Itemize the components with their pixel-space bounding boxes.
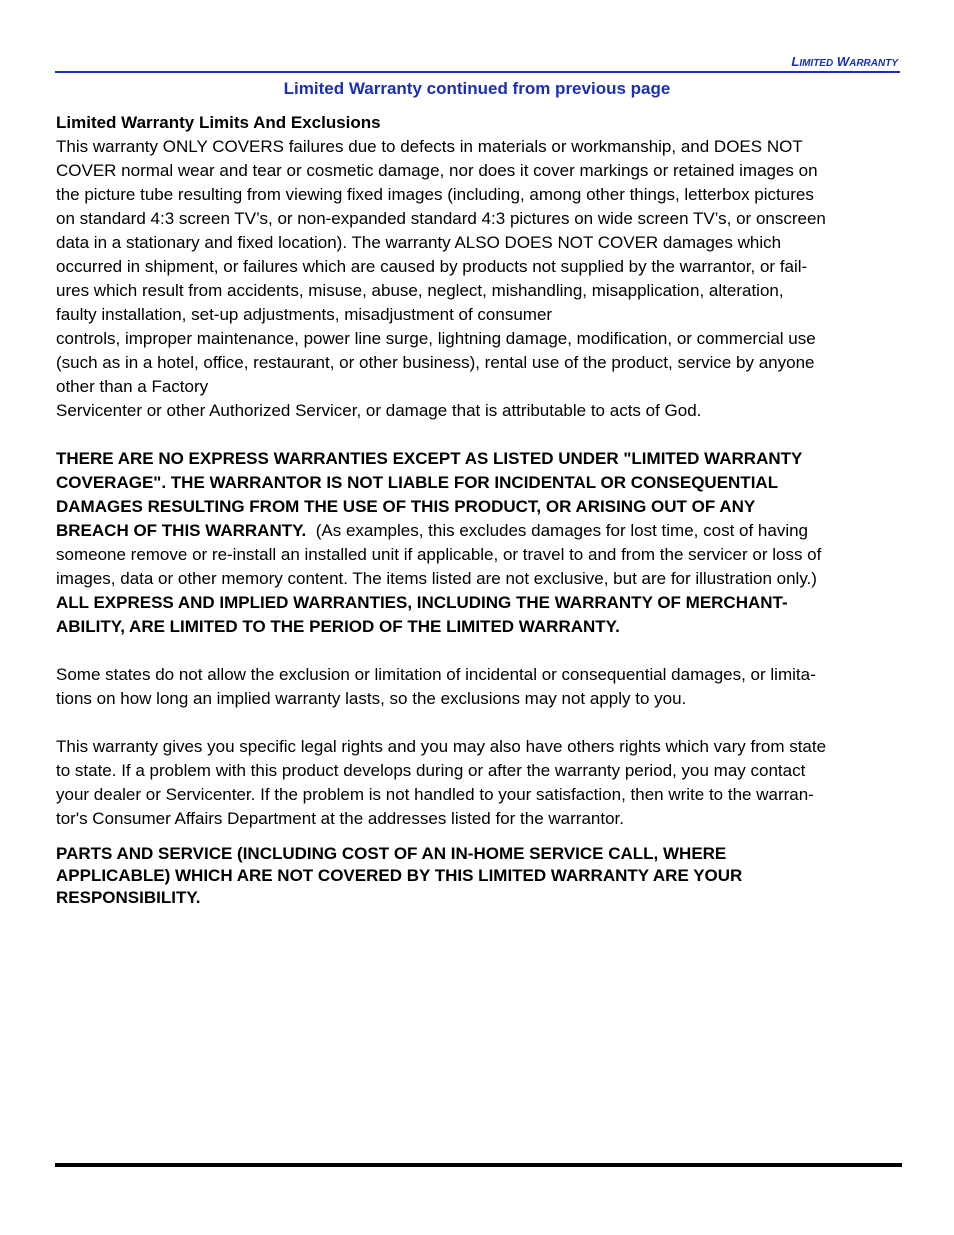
paragraph-legal-rights [56,735,898,831]
text-line: THERE ARE NO EXPRESS WARRANTIES EXCEPT AS LISTED UNDER "LIMITED WARRANTY [56,449,803,468]
warranty-content [56,111,898,909]
running-header-rest-2: ARRANTY [849,58,898,69]
text-line: ABILITY, ARE LIMITED TO THE PERIOD OF THE LIMITED WARRANTY. [56,617,620,636]
text-line: faulty installation, set-up adjustments, misadjustment of consumer [56,305,553,324]
paragraph-responsibility [56,843,898,909]
normal-phrase: (As examples, this excludes damages for lost time, cost of having [306,521,809,540]
text-line: to state. If a problem with this product develops during or after the warranty period, you may contact [56,761,806,780]
text-line: This warranty gives you specific legal rights and you may also have others rights which vary from state [56,737,827,756]
paragraph-state-exclusions [56,663,898,711]
text-line [56,519,898,543]
text-line: the picture tube resulting from viewing fixed images (including, among other things, letterbox pictures [56,185,814,204]
section-heading: Limited Warranty Limits And Exclusions [56,113,381,132]
running-header-cap-2: W [836,54,850,69]
text-line: your dealer or Servicenter. If the problem is not handled to your satisfaction, then write to the warran- [56,785,814,804]
text-line: COVER normal wear and tear or cosmetic damage, nor does it cover markings or retained images on [56,161,818,180]
paragraph-exclusions [56,135,898,423]
paragraph-no-express-warranties [56,447,898,639]
text-line: COVERAGE". THE WARRANTOR IS NOT LIABLE FOR INCIDENTAL OR CONSEQUENTIAL [56,473,779,492]
text-line: occurred in shipment, or failures which are caused by products not supplied by the warrantor, or fail- [56,257,808,276]
text-line: controls, improper maintenance, power line surge, lightning damage, modification, or commercial use [56,329,816,348]
running-header-cap-1: L [791,54,800,69]
text-line: DAMAGES RESULTING FROM THE USE OF THIS PRODUCT, OR ARISING OUT OF ANY [56,497,756,516]
text-line: other than a Factory [56,377,209,396]
running-header-rest-1: IMITED [799,58,834,69]
text-line: Some states do not allow the exclusion or limitation of incidental or consequential damages, or limita- [56,665,816,684]
text-line: tions on how long an implied warranty lasts, so the exclusions may not apply to you. [56,689,687,708]
text-line: images, data or other memory content. The items listed are not exclusive, but are for illustration only.) [56,569,817,588]
paragraph-gap [56,639,898,663]
text-line: Servicenter or other Authorized Servicer, or damage that is attributable to acts of God. [56,401,702,420]
text-line: someone remove or re-install an installed unit if applicable, or travel to and from the servicer or loss of [56,545,822,564]
text-line: PARTS AND SERVICE (INCLUDING COST OF AN IN-HOME SERVICE CALL, WHERE [56,844,727,863]
text-line: data in a stationary and fixed location). The warranty ALSO DOES NOT COVER damages which [56,233,782,252]
running-header [791,54,898,69]
paragraph-gap [56,711,898,735]
continued-note: Limited Warranty continued from previous page [283,79,671,98]
bold-phrase: BREACH OF THIS WARRANTY. [56,521,307,540]
text-line: RESPONSIBILITY. [56,888,201,907]
text-line: This warranty ONLY COVERS failures due to defects in materials or workmanship, and DOES NOT [56,137,803,156]
header-divider [55,71,900,73]
footer-divider [55,1163,902,1167]
text-line: on standard 4:3 screen TV’s, or non-expanded standard 4:3 pictures on wide screen TV’s, or onscreen [56,209,826,228]
text-line: ures which result from accidents, misuse, abuse, neglect, mishandling, misapplication, alteration, [56,281,784,300]
text-line: tor's Consumer Affairs Department at the addresses listed for the warrantor. [56,809,624,828]
text-line: APPLICABLE) WHICH ARE NOT COVERED BY THIS LIMITED WARRANTY ARE YOUR [56,866,743,885]
text-line: (such as in a hotel, office, restaurant, or other business), rental use of the product, service by anyone [56,353,815,372]
text-line: ALL EXPRESS AND IMPLIED WARRANTIES, INCLUDING THE WARRANTY OF MERCHANT- [56,593,788,612]
paragraph-gap [56,423,898,447]
